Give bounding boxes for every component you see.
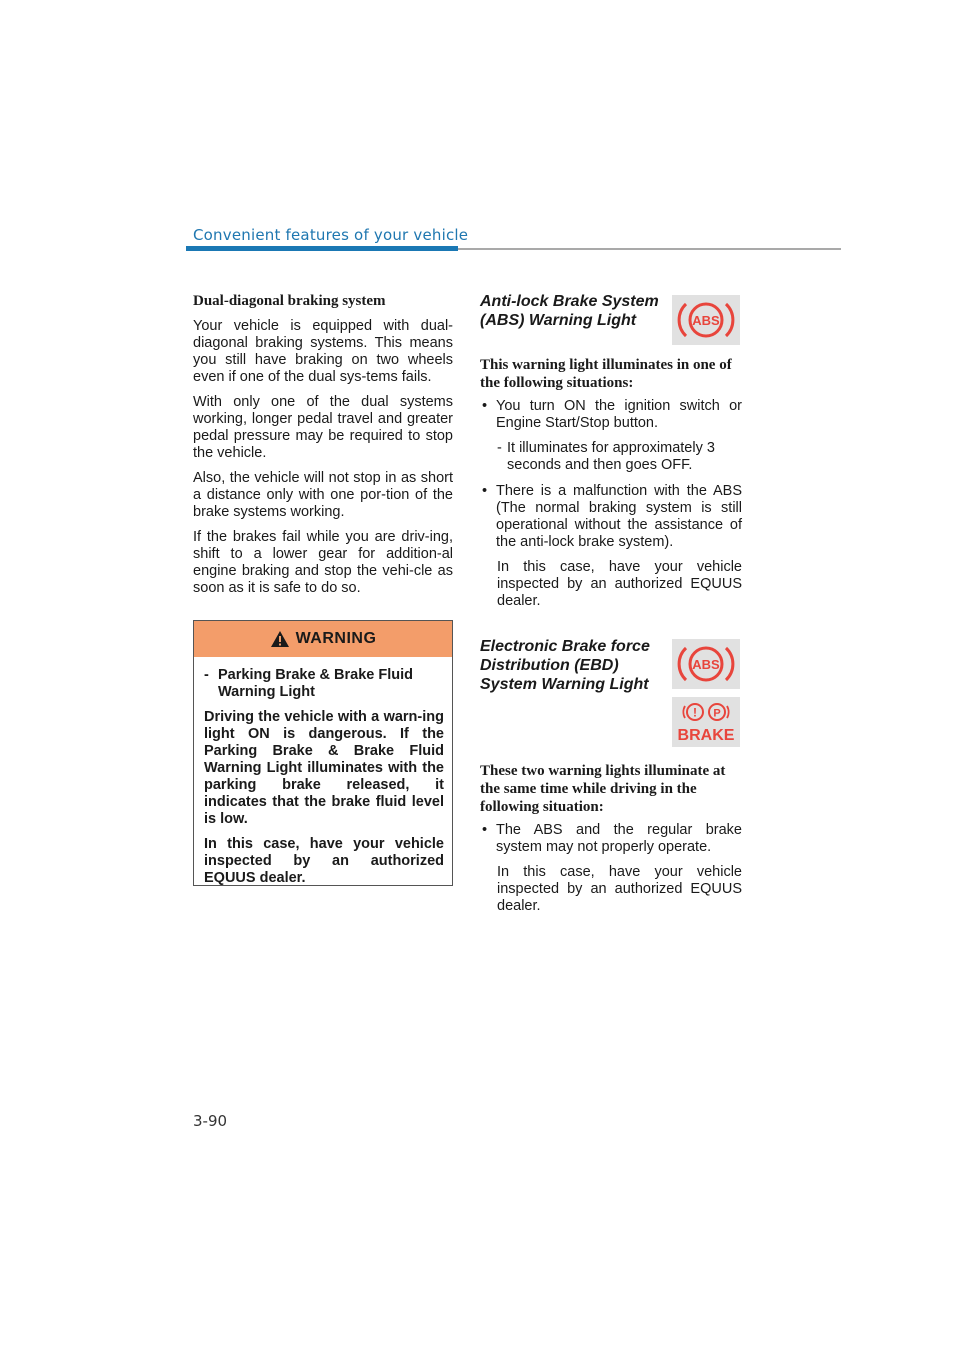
warning-box (193, 620, 453, 886)
page-number: 3-90 (193, 1112, 228, 1130)
abs-sub-1-text: It illuminates for approximately 3 seconds and then goes OFF. (507, 440, 715, 473)
bullet-dot: • (482, 398, 488, 414)
brake-icon-p: P (713, 707, 721, 720)
left-paragraph-3: Also, the vehicle will not stop in as short a distance only with one por-tion of the brake systems working. (193, 470, 453, 520)
abs-intro: This warning light illuminates in one of the following situations: (480, 357, 732, 391)
abs-bullet-2 (480, 483, 742, 551)
abs-icon-text: ABS (692, 313, 720, 328)
ebd-content (480, 762, 742, 915)
dual-diagonal-heading: Dual-diagonal braking system (193, 293, 386, 309)
abs-warning-icon (672, 295, 740, 345)
warning-item-title: Parking Brake & Brake Fluid Warning Light (218, 667, 414, 700)
left-column (193, 292, 453, 597)
warning-paragraph-1: Driving the vehicle with a warn-ing light ON is dangerous. If the Parking Brake & Brake Fluid Warning Light illuminates with the parking brake released, it indicates that the brake fluid level is low. (204, 709, 444, 827)
abs-bullet-1 (480, 398, 742, 432)
warning-header (194, 621, 452, 657)
abs-content (480, 356, 742, 610)
ebd-section-title: Electronic Brake force Distribution (EBD) System Warning Light (480, 638, 650, 693)
section-title: Convenient features of your vehicle (193, 226, 469, 244)
sub-dash: - (497, 440, 502, 456)
abs-follow: In this case, have your vehicle inspected by an authorized EQUUS dealer. (497, 559, 742, 609)
header-rule (458, 248, 841, 250)
ebd-follow: In this case, have your vehicle inspected by an authorized EQUUS dealer. (497, 864, 742, 914)
bullet-dot: • (482, 483, 488, 499)
ebd-abs-warning-icon (672, 639, 740, 689)
abs-bullet-2-text: There is a malfunction with the ABS (The normal braking system is still operational without the assistance of the anti-lock brake system). (496, 483, 742, 550)
abs-bullet-1-text: You turn ON the ignition switch or Engine Start/Stop button. (496, 398, 742, 431)
ebd-intro: These two warning lights illuminate at the same time while driving in the following situation: (480, 763, 726, 815)
ebd-bullet-1-text: The ABS and the regular brake system may not properly operate. (496, 822, 742, 855)
ebd-abs-icon-text: ABS (692, 657, 720, 672)
left-paragraph-4: If the brakes fail while you are driv-ing, shift to a lower gear for addition-al engine braking and stop the vehi-cle as soon as it is safe to do so. (193, 529, 453, 596)
brake-icon-exclamation: ! (693, 705, 697, 720)
left-paragraph-2: With only one of the dual systems working, longer pedal travel and greater pedal pressure may be required to stop the vehicle. (193, 394, 453, 461)
brake-warning-icon (672, 697, 740, 747)
warning-triangle-icon (270, 630, 290, 648)
ebd-bullet-1 (480, 822, 742, 856)
header-accent-bar (186, 246, 458, 251)
warning-paragraph-2: In this case, have your vehicle inspected by an authorized EQUUS dealer. (204, 836, 444, 886)
abs-section-title: Anti-lock Brake System (ABS) Warning Light (480, 293, 659, 329)
warning-body (194, 657, 452, 887)
bullet-dot: • (482, 822, 488, 838)
warning-label: WARNING (295, 630, 377, 647)
abs-sub-1 (480, 440, 742, 474)
left-paragraph-1: Your vehicle is equipped with dual-diagonal braking systems. This means you still have braking on two wheels even if one of the dual sys-tems fails. (193, 318, 453, 385)
warning-item-dash: - (204, 667, 209, 683)
brake-icon-text: BRAKE (677, 727, 735, 744)
